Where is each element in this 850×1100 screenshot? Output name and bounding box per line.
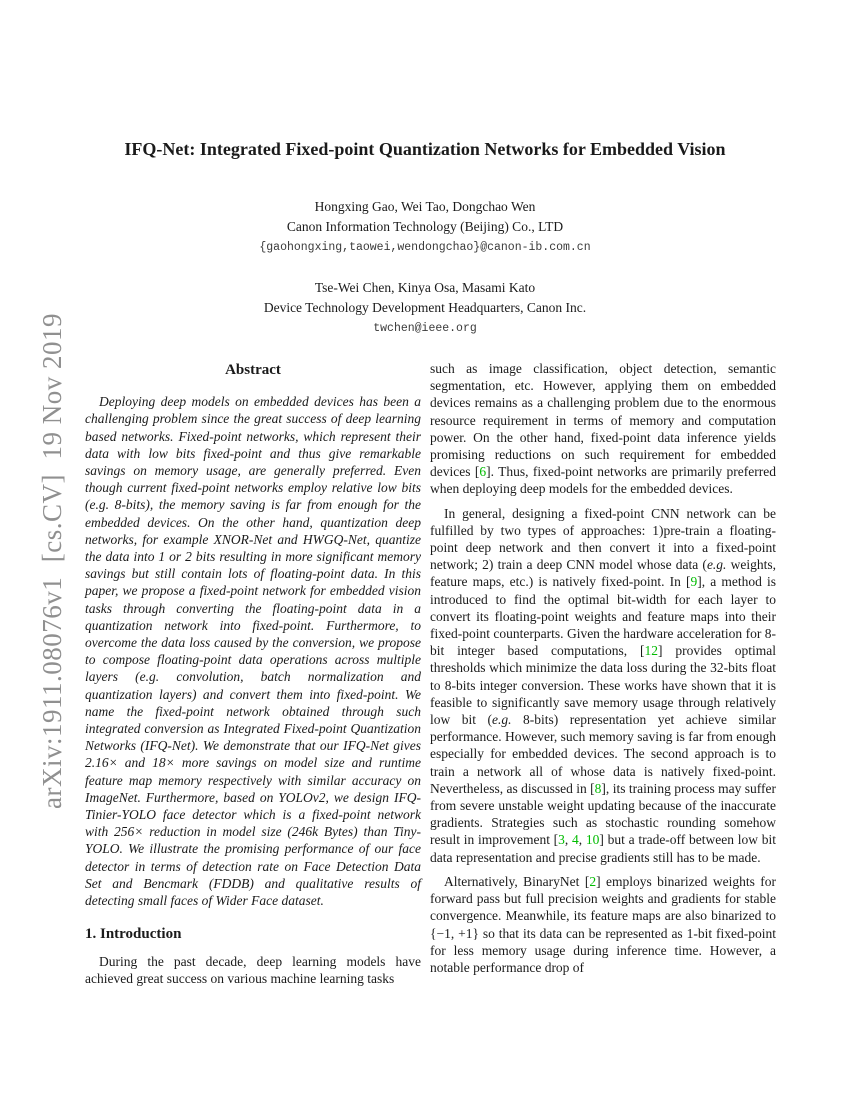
author-email: twchen@ieee.org — [373, 322, 477, 335]
text-segment: e.g. — [492, 712, 512, 728]
author-names: Tse-Wei Chen, Kinya Osa, Masami Kato — [314, 280, 536, 295]
text-segment: ], a method is introduced to find the optimal bit-width for each layer to convert its floating-point weights and feature maps into their fixed-point counterparts. Given the hardware acceleration for 8-bit integer based computations, [ — [430, 574, 776, 659]
paper-title: IFQ-Net: Integrated Fixed-point Quantization Networks for Embedded Vision — [124, 139, 726, 159]
intro-paragraph-3 — [430, 505, 776, 866]
section-heading-introduction: 1. Introduction — [85, 926, 182, 943]
text-segment: ] provides optimal thresholds which minimize the data loss during the 32-bits float to 8-bits integer conversion. These works have shown that it is feasible to significantly save memory usage through relatively low bit ( — [430, 643, 776, 728]
author-email: {gaohongxing,taowei,wendongchao}@canon-ib.com.cn — [259, 241, 591, 254]
abstract-heading: Abstract — [225, 362, 281, 378]
left-column — [85, 360, 421, 994]
text-segment: weights, feature maps, etc.) is natively fixed-point. In [ — [430, 557, 777, 590]
author-block-1 — [0, 197, 850, 258]
intro-paragraph-1: During the past decade, deep learning models have achieved great success on various machine learning tasks — [85, 953, 421, 986]
arxiv-watermark: arXiv:1911.08076v1 [cs.CV] 19 Nov 2019 — [37, 313, 67, 809]
citation-link[interactable]: 12 — [644, 643, 659, 659]
author-names: Hongxing Gao, Wei Tao, Dongchao Wen — [314, 199, 536, 214]
intro-paragraph-4 — [430, 873, 776, 976]
citation-link[interactable]: 8 — [594, 780, 602, 796]
citation-link[interactable]: 4 — [572, 832, 579, 848]
text-segment: e.g. — [706, 557, 727, 573]
author-block-2 — [0, 278, 850, 339]
text-segment: ] but a trade-off between low bit data representation and precise gradients still has to be made. — [430, 832, 776, 865]
text-segment: , — [564, 832, 573, 848]
text-segment: Alternatively, BinaryNet [ — [444, 873, 590, 889]
citation-link[interactable]: 2 — [589, 873, 597, 889]
text-segment: such as image classification, object detection, semantic segmentation, etc. However, applying them on embedded devices remains as a challenging problem due to the enormous resource requirement in terms of memory and computation power. On the other hand, fixed-point data inference yields promising reductions on such requirement for embedded devices [ — [430, 361, 776, 480]
author-affiliation: Canon Information Technology (Beijing) Co., LTD — [286, 219, 564, 234]
text-segment: ], its training process may suffer from severe unstable weight updating because of the inaccurate gradients. Strategies such as stochastic rounding somehow result in improvement [ — [430, 780, 776, 848]
text-segment: 8-bits) representation yet achieve similar performance. However, such memory saving is far from enough especially for embedded devices. The second approach is to train a network all of whose data is natively fixed-point. Nevertheless, as discussed in [ — [430, 712, 777, 796]
citation-link[interactable]: 6 — [479, 464, 487, 480]
citation-link[interactable]: 10 — [585, 832, 600, 848]
intro-paragraph-2 — [430, 360, 776, 498]
author-affiliation: Device Technology Development Headquarters, Canon Inc. — [263, 300, 587, 315]
citation-link[interactable]: 3 — [558, 832, 565, 848]
text-segment: In general, designing a fixed-point CNN network can be fulfilled by two types of approaches: 1)pre-train a floating-point deep network and then convert it into a fixed-point network; 2) train a deep CNN model whose data ( — [430, 505, 776, 573]
text-segment: ] employs binarized weights for forward pass but full precision weights and gradients for stable convergence. Meanwhile, its feature maps are also binarized to {−1, +1} so that its data can be represented as 1-bit fixed-point for less memory usage during inference time. However, a notable performance drop of — [430, 873, 777, 975]
text-segment: , — [578, 832, 586, 848]
right-column — [430, 360, 776, 983]
citation-link[interactable]: 9 — [690, 574, 698, 590]
abstract-text: Deploying deep models on embedded devices has been a challenging problem since the great success of deep learning based networks. Fixed-point networks, which represent their data with low bits fixed-point and thus give remarkable savings on memory usage, are generally preferred. Even though current fixed-point networks employ relative low bits (e.g. 8-bits), the memory saving is far from enough for the embedded devices. On the other hand, quantization deep networks, for example XNOR-Net and HWGQ-Net, quantize the data into 1 or 2 bits resulting in more significant memory savings but still contain lots of floating-point data. In this paper, we propose a fixed-point network for embedded vision tasks through converting the floating-point data in a quantization network into fixed-point. Furthermore, to overcome the data loss caused by the conversion, we propose to compose floating-point data operations across multiple layers (e.g. convolution, batch normalization and quantization layers) and convert them into fixed-point. We name the fixed-point network obtained through such integrated conversion as Integrated Fixed-point Quantization Networks (IFQ-Net). We demonstrate that our IFQ-Net gives 2.16× and 18× more savings on model size and runtime feature map memory respectively with similar accuracy on ImageNet. Furthermore, based on YOLOv2, we design IFQ-Tinier-YOLO face detector which is a fixed-point network with 256× reduction in model size (246k Bytes) than Tiny-YOLO. We illustrate the promising performance of our face detector in terms of detection rate on Face Detection Data Set and Bencmark (FDDB) and qualitative results of detecting small faces of Wider Face dataset. — [85, 394, 421, 909]
text-segment: ]. Thus, fixed-point networks are primarily preferred when deploying deep models for the embedded devices. — [430, 464, 776, 497]
